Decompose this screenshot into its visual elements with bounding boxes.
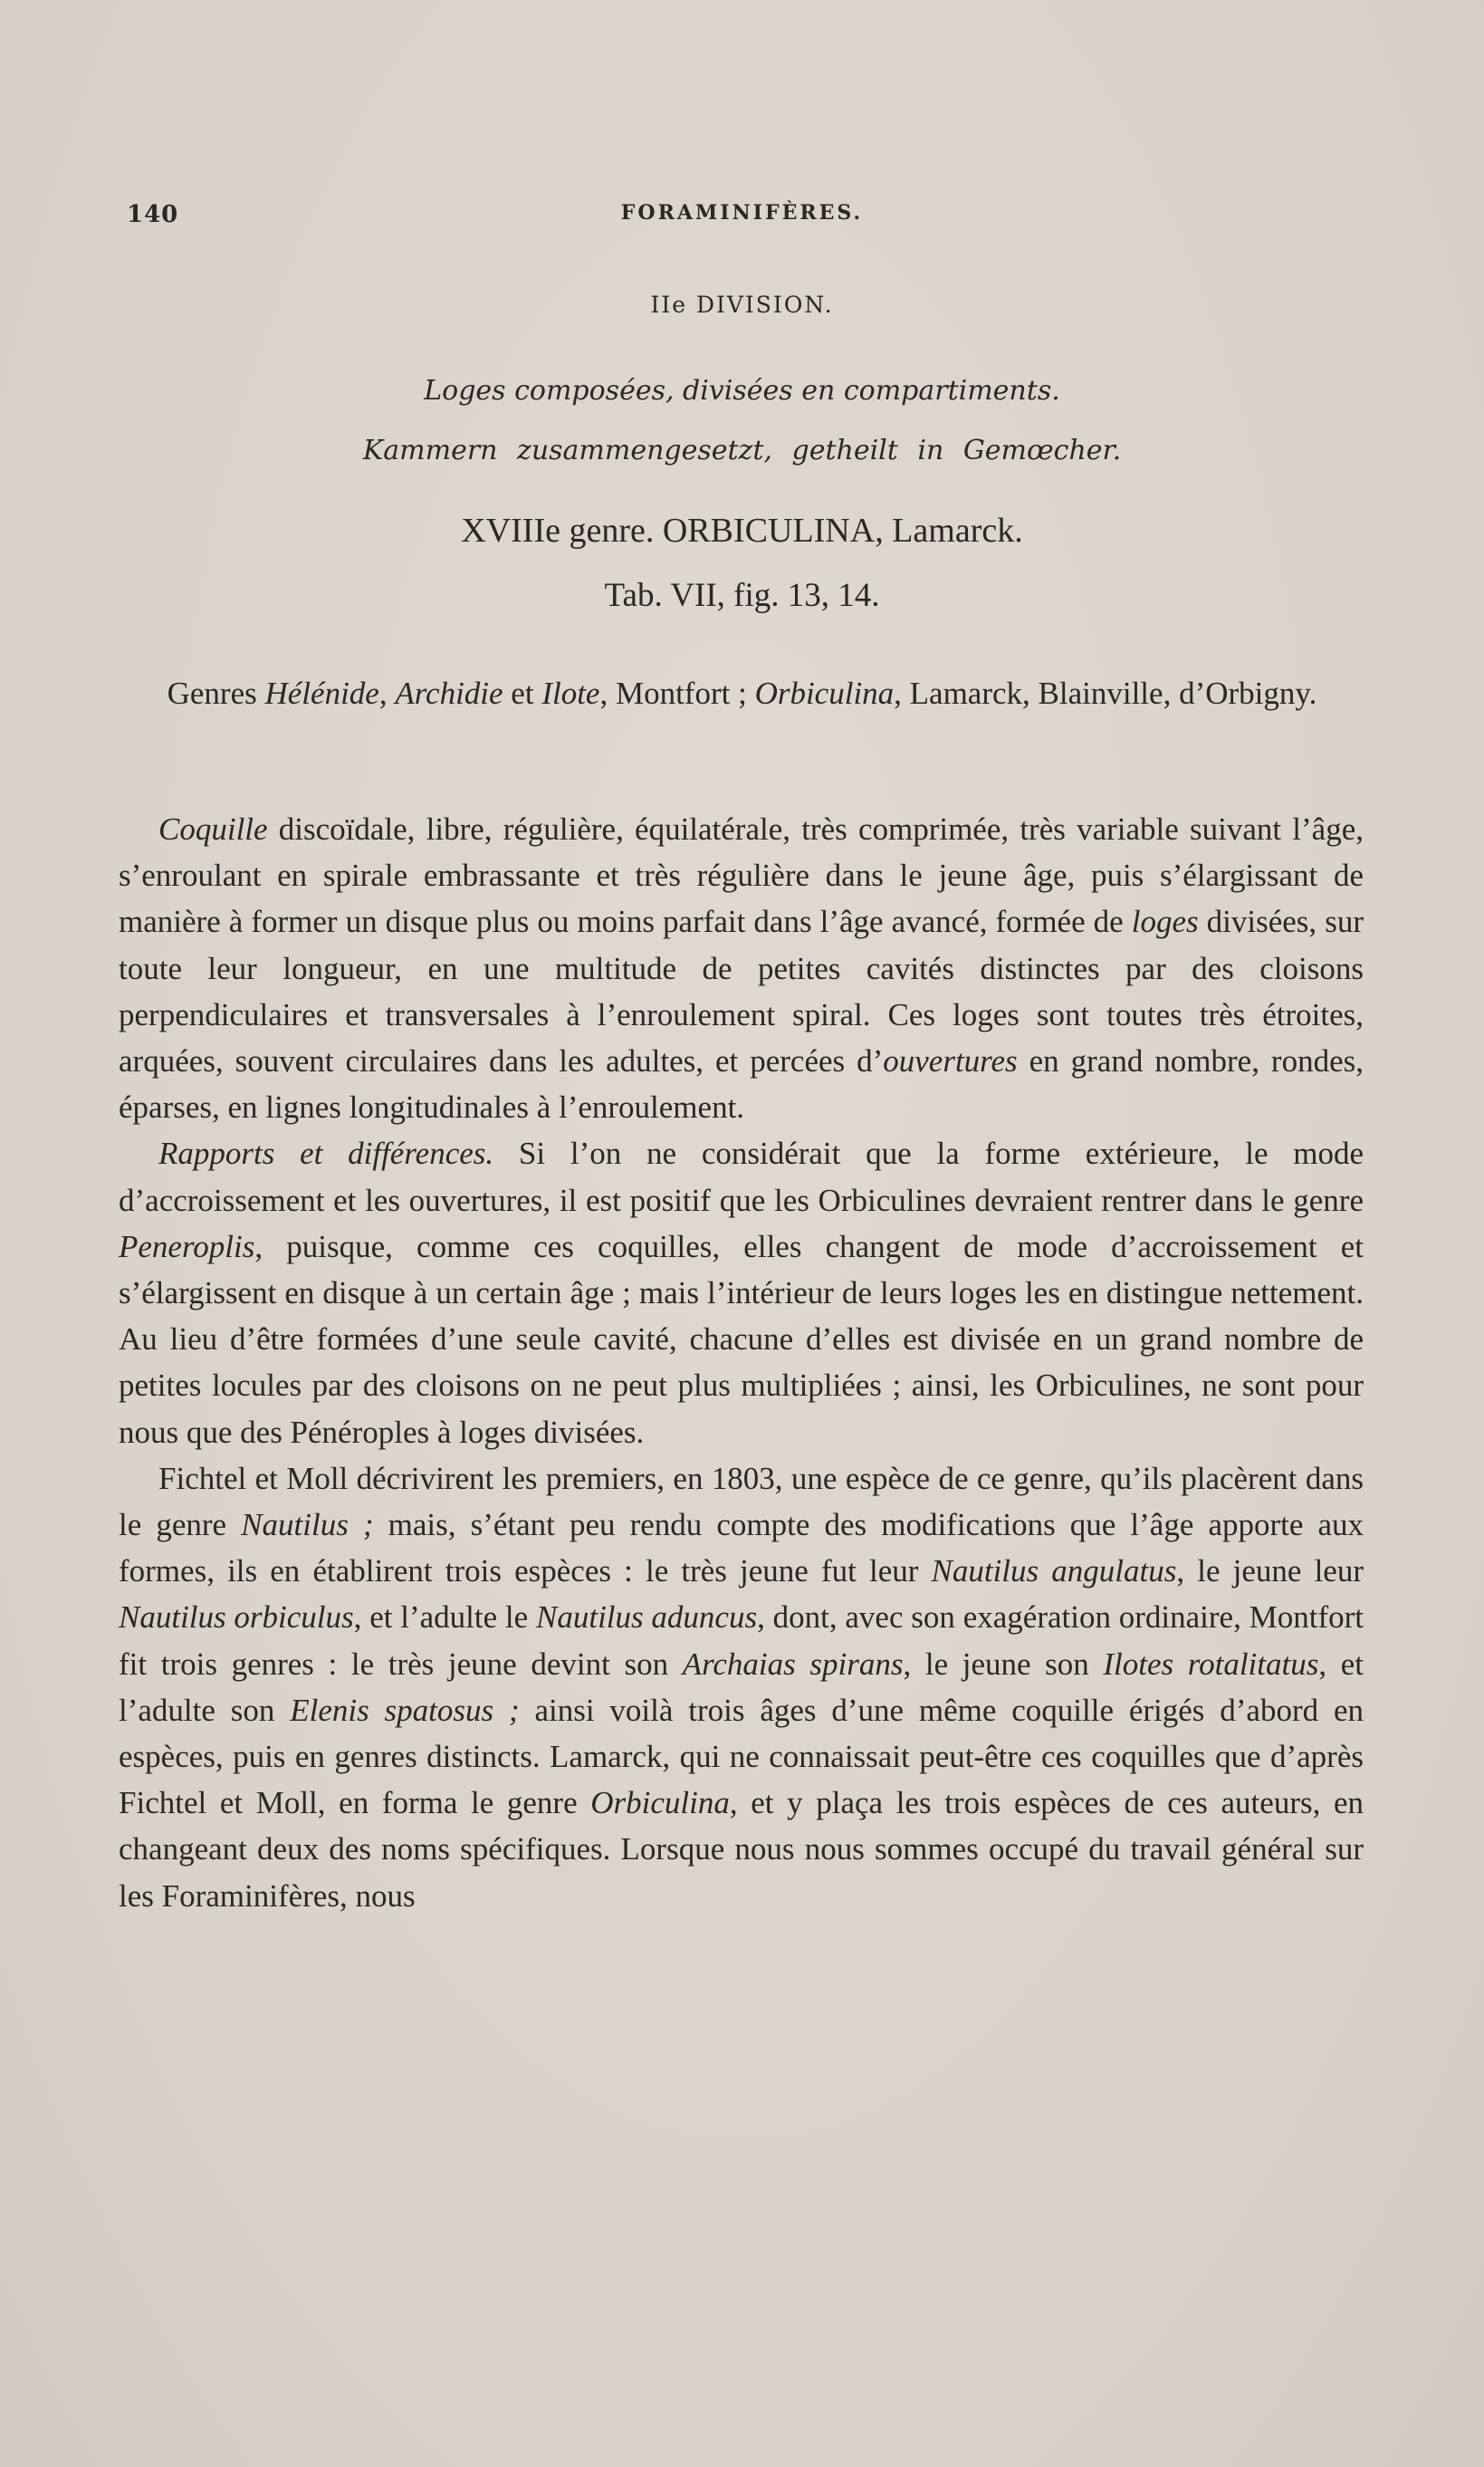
plate-reference: Tab. VII, fig. 13, 14. [604,577,880,614]
text-run: , puisque, comme ces coquilles, elles changent de mode d’accroissement et s’élargissent en disque à un certain âge ; mais l’intérieur de leurs loges les en distingue nettement. Au lieu d’être formées d’une seule cavité, chacune d’elles est divisée en un grand nombre de petites locules par des cloisons on ne peut plus multipliées ; ainsi, les Orbiculines, ne sont pour nous que des Pénéroples à loges divisées. [119,1228,1364,1450]
text-run: , Lamarck, Blainville, d’Orbigny. [894,676,1317,711]
text-run: , le jeune leur [1176,1553,1364,1589]
synonymy-line [154,670,1330,717]
body-text [119,806,1364,1919]
text-run: discoïdale, libre, régulière, équilatérale, très comprimée, très variable suivant l’âge, s’enroulant en spirale embrassante et très régulière dans le jeune âge, puis s’élargissant de manière à former un disque plus ou moins parfait dans l’âge avancé, formée de [119,811,1364,940]
italic-run: Ilote [541,676,600,711]
text-run: Si l’on ne considérait que la forme extérieure, le mode d’accroissement et les ouvertures, il est positif que les Orbiculines devraient rentrer dans le genre [119,1136,1364,1218]
italic-run: Peneroplis [119,1228,255,1264]
text-run: , Montfort ; [599,676,755,711]
text-run: , le jeune son [903,1646,1104,1682]
italic-run: Nautilus orbiculus [119,1599,354,1636]
italic-run: loges [1131,904,1199,940]
page-number: 140 [127,201,179,228]
paragraph [119,1455,1364,1919]
text-run: divisées, sur toute leur longueur, en une multitude de petites cavités distinctes par des cloisons perpendiculaires et transversales à l’enroulement spiral. Ces loges sont toutes très étroites, arquées, souvent circulaires dans les adultes, et percées d’ [119,904,1364,1080]
text-run: Fichtel et Moll décrivirent les premiers, en 1803, une espèce de ce genre, qu’ils placèrent dans le genre [119,1460,1364,1543]
italic-run: Ilotes rotalitatus [1103,1646,1319,1682]
paragraph [119,806,1364,1130]
italic-run: Nautilus angulatus [931,1553,1177,1589]
italic-run: Coquille [158,811,268,847]
text-run: , et y plaça les trois espèces de ces auteurs, en changeant deux des noms spécifiques. Lorsque nous nous sommes occupé du travail général sur les Foraminifères, nous [119,1785,1364,1914]
italic-run: ouvertures [883,1043,1018,1080]
text-run: , et l’adulte son [119,1646,1364,1728]
text-run: et [503,676,542,711]
genus-title: XVIIIe genre. ORBICULINA, Lamarck. [461,512,1023,550]
text-run: Genres [167,676,265,711]
running-head [120,201,1364,237]
italic-run: Rapports et différences. [158,1136,494,1172]
text-run: en grand nombre, rondes, éparses, en lignes longitudinales à l’enroulement. [119,1043,1364,1126]
text-run: , [378,676,396,711]
running-title: FORAMINIFÈRES. [620,201,864,225]
text-run: , et l’adulte le [353,1599,536,1636]
italic-run: Elenis spatosus ; [290,1692,520,1728]
italic-run: Nautilus ; [241,1507,374,1543]
italic-run: Orbiculina [754,676,895,711]
italic-run: Nautilus aduncus [536,1599,758,1636]
italic-run: Archidie [395,676,503,711]
text-run: mais, s’étant peu rendu compte des modifications que l’âge apporte aux formes, ils en établirent trois espèces : le très jeune fut leur [119,1507,1364,1589]
subtitle-german: Kammern zusammengesetzt, getheilt in Gemœcher. [362,435,1122,466]
subtitle-french: Loges composées, divisées en compartiments. [424,375,1060,407]
italic-run: Hélénide [264,676,379,711]
text-run: ainsi voilà trois âges d’une même coquille érigés d’abord en espèces, puis en genres distincts. Lamarck, qui ne connaissait peut-être ces coquilles que d’après Fichtel et Moll, en forma le genre [119,1692,1364,1821]
text-run: , dont, avec son exagération ordinaire, Montfort fit trois genres : le très jeune devint son [119,1599,1364,1682]
italic-run: Archaias spirans [682,1646,904,1682]
italic-run: Orbiculina [590,1785,730,1821]
paragraph [119,1130,1364,1454]
division-heading: IIe DIVISION. [650,292,834,318]
